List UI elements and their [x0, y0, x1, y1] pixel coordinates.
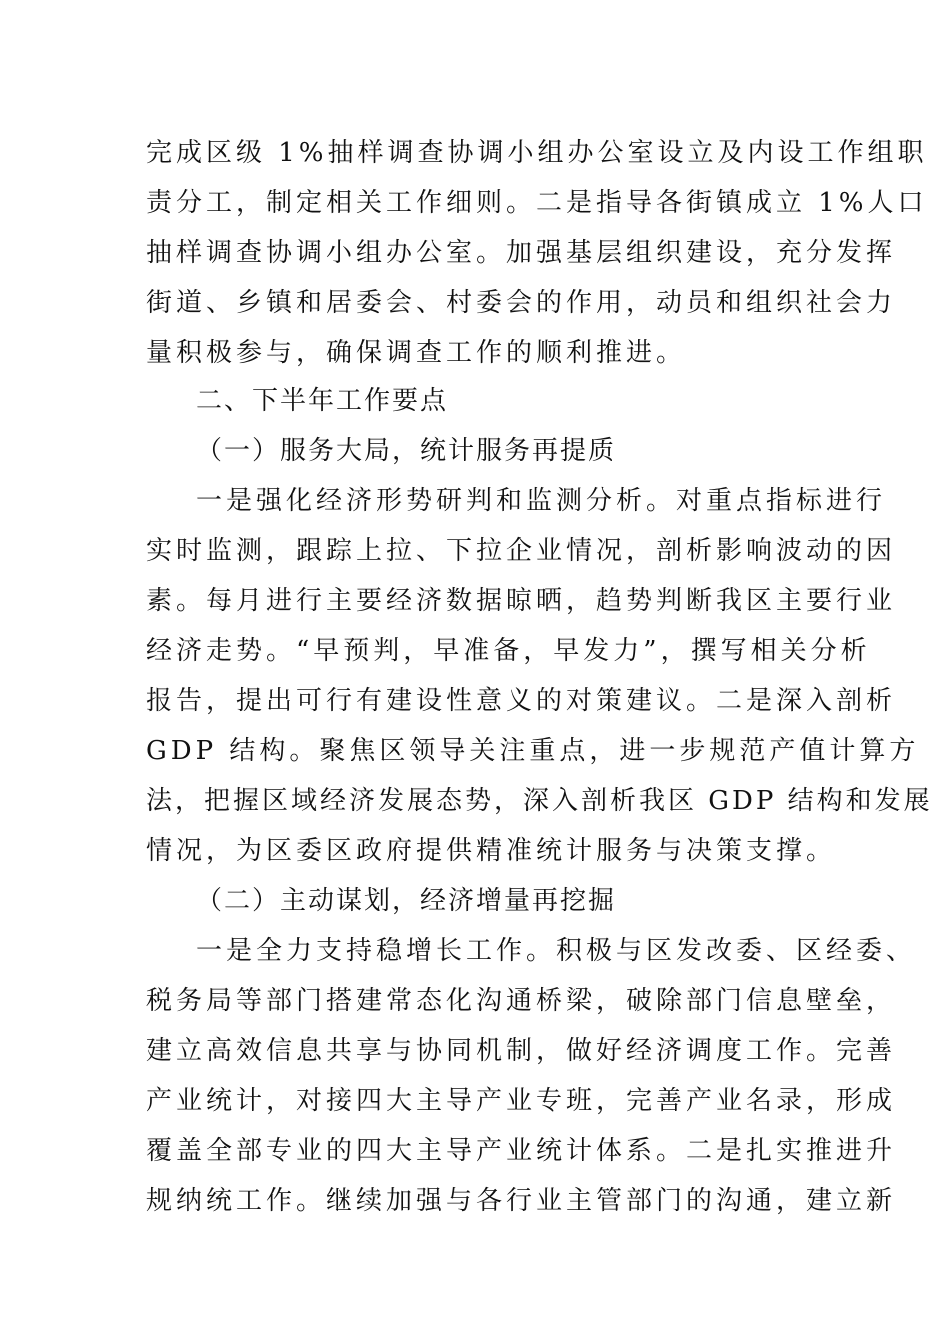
text-line: 街道、乡镇和居委会、村委会的作用，动员和组织社会力	[146, 288, 897, 318]
text-line: 一是强化经济形势研判和监测分析。对重点指标进行	[196, 486, 887, 516]
text-line: 报告，提出可行有建设性意义的对策建议。二是深入剖析	[146, 686, 897, 716]
text-line: GDP 结构。聚焦区领导关注重点，进一步规范产值计算方	[146, 736, 920, 766]
text-line: 量积极参与，确保调查工作的顺利推进。	[146, 338, 687, 368]
section-heading: 二、下半年工作要点	[196, 386, 449, 416]
text-line: 规纳统工作。继续加强与各行业主管部门的沟通，建立新	[146, 1186, 897, 1216]
text-line: 法，把握区域经济发展态势，深入剖析我区 GDP 结构和发展	[146, 786, 933, 816]
text-line: 建立高效信息共享与协同机制，做好经济调度工作。完善	[146, 1036, 897, 1066]
text-line: 税务局等部门搭建常态化沟通桥梁，破除部门信息壁垒，	[146, 986, 897, 1016]
text-line: 抽样调查协调小组办公室。加强基层组织建设，充分发挥	[146, 238, 897, 268]
text-line: 完成区级 1%抽样调查协调小组办公室设立及内设工作组职	[146, 138, 928, 168]
text-line: 责分工，制定相关工作细则。二是指导各街镇成立 1%人口	[146, 188, 928, 218]
text-line: 实时监测，跟踪上拉、下拉企业情况，剖析影响波动的因	[146, 536, 897, 566]
text-line: 素。每月进行主要经济数据晾晒，趋势判断我区主要行业	[146, 586, 897, 616]
text-line: 情况，为区委区政府提供精准统计服务与决策支撑。	[146, 836, 837, 866]
text-line: 一是全力支持稳增长工作。积极与区发改委、区经委、	[196, 936, 917, 966]
text-line: 覆盖全部专业的四大主导产业统计体系。二是扎实推进升	[146, 1136, 897, 1166]
subsection-heading: （二）主动谋划，经济增量再挖掘	[196, 886, 617, 916]
text-line: 产业统计，对接四大主导产业专班，完善产业名录，形成	[146, 1086, 897, 1116]
subsection-heading: （一）服务大局，统计服务再提质	[196, 436, 617, 466]
text-line: 经济走势。“早预判，早准备，早发力”，撰写相关分析	[146, 636, 871, 666]
